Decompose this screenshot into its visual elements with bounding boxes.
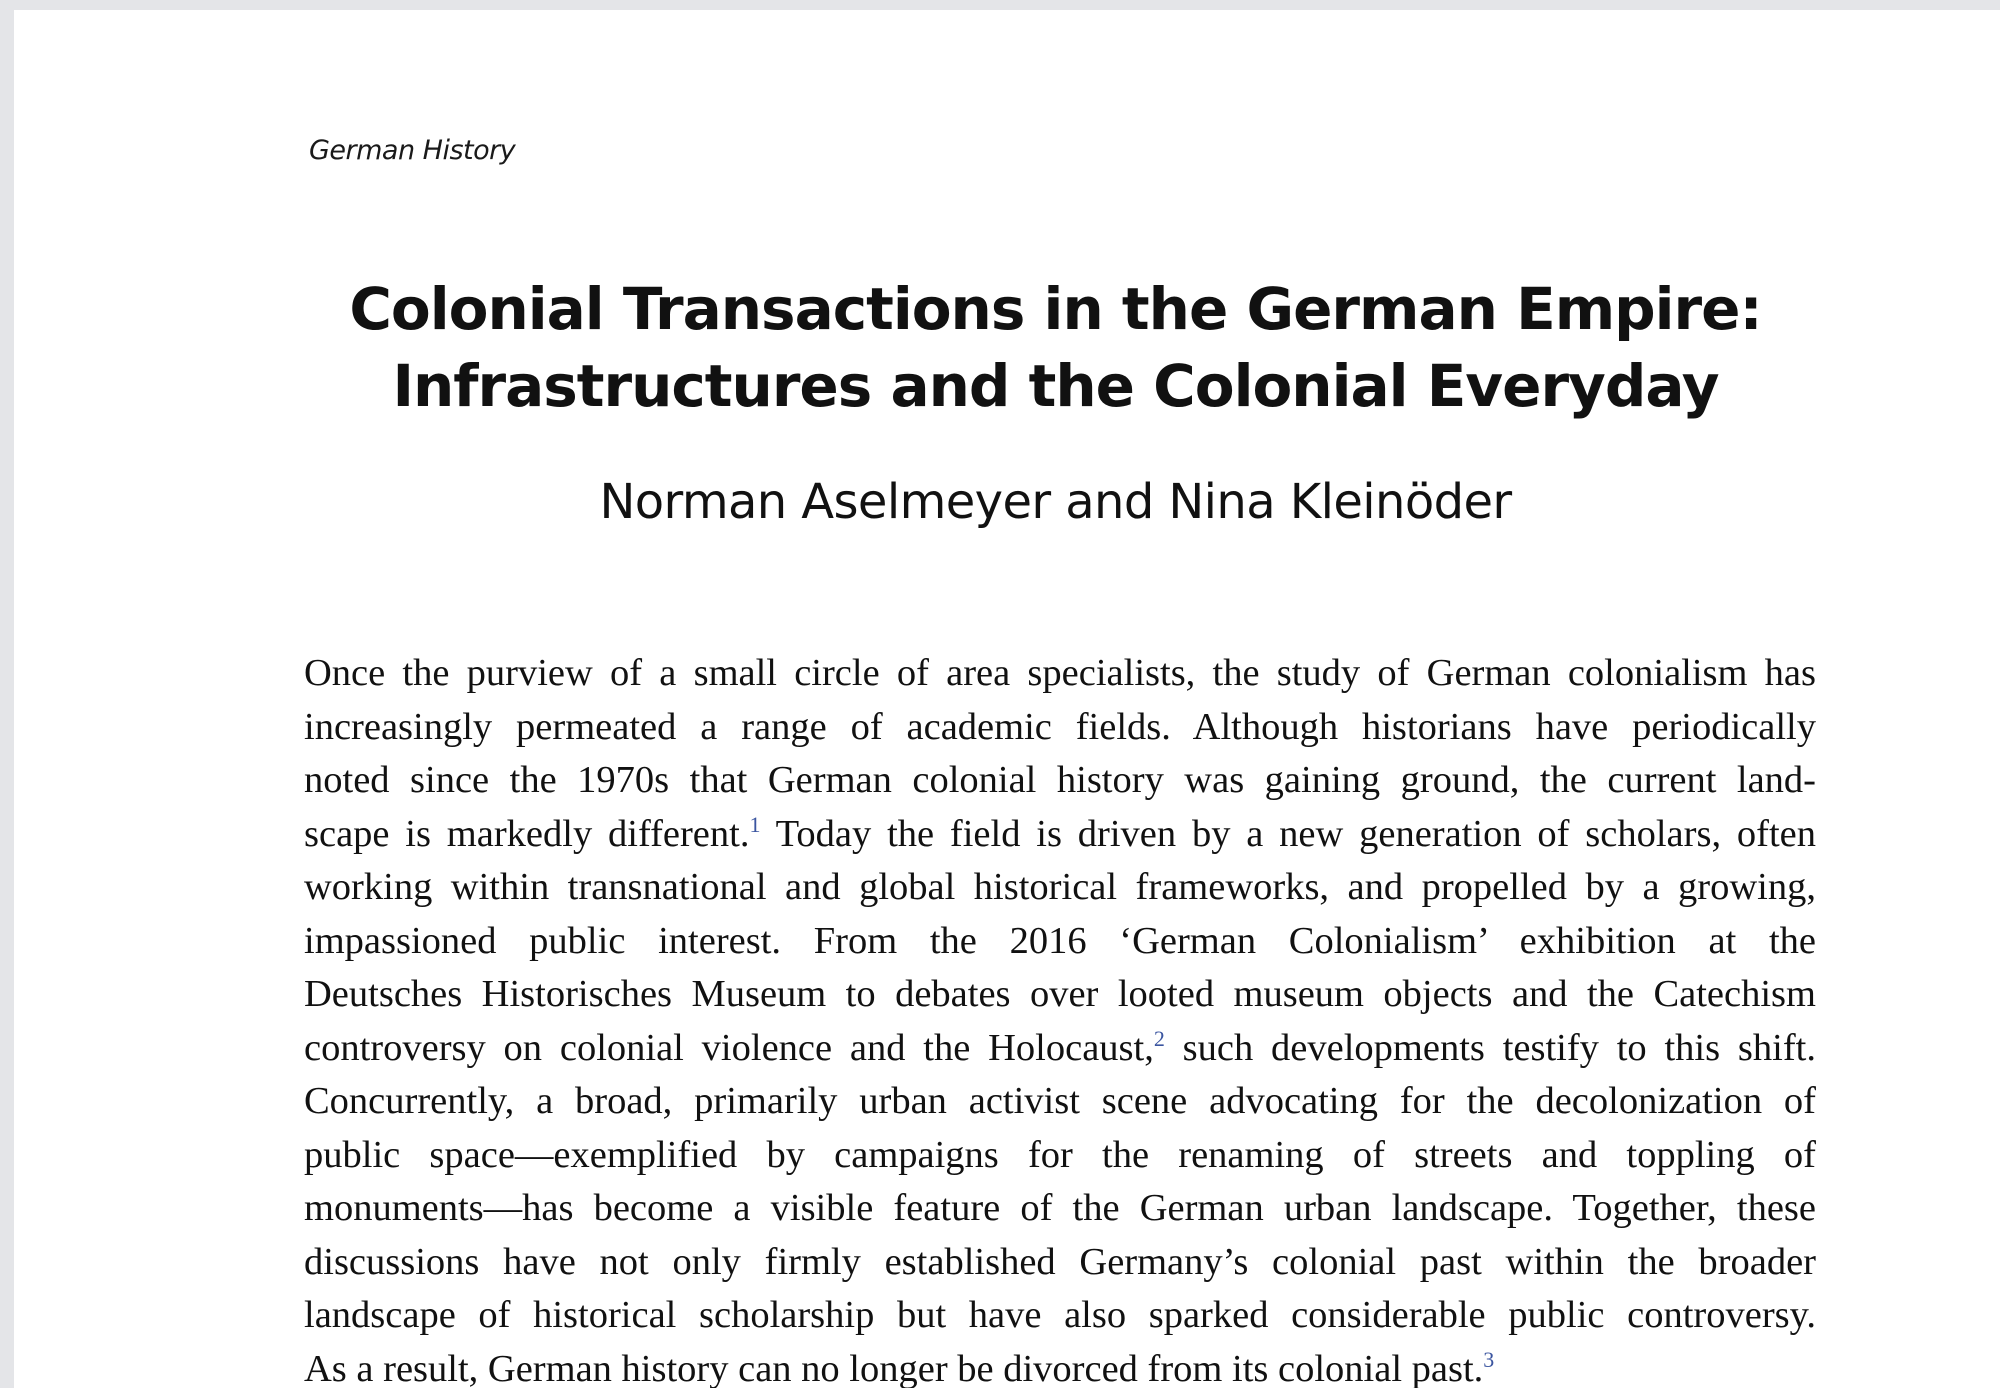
body-text-span: scape is markedly different. xyxy=(304,812,750,855)
document-page xyxy=(14,10,2000,1388)
body-line: public space—exemplified by campaigns for the renaming of streets and toppling of xyxy=(304,1133,1816,1176)
body-line: monuments—has become a visible feature of the German urban landscape. Together, these xyxy=(304,1187,1816,1229)
body-text-span: controversy on colonial violence and the Holocaust, xyxy=(304,1026,1154,1069)
body-line: Deutsches Historisches Museum to debates over looted museum objects and the Catechism xyxy=(304,973,1816,1015)
body-line: Once the purview of a small circle of area specialists, the study of German colonialism has xyxy=(304,652,1816,694)
body-text-span: Today the field is driven by a new generation of scholars, often xyxy=(760,812,1816,855)
footnote-ref-3[interactable]: 3 xyxy=(1483,1346,1495,1372)
article-title-line-2: Infrastructures and the Colonial Everyday xyxy=(392,352,1719,420)
body-text-span: As a result, German history can no longer be divorced from its colonial past. xyxy=(304,1347,1484,1388)
body-line: Concurrently, a broad, primarily urban activist scene advocating for the decolonization of xyxy=(304,1080,1816,1122)
body-line xyxy=(304,1343,1816,1388)
footnote-ref-1[interactable]: 1 xyxy=(749,811,761,837)
body-paragraph xyxy=(304,647,1816,1388)
body-line: landscape of historical scholarship but have also sparked considerable public controversy. xyxy=(304,1294,1816,1336)
body-line xyxy=(304,1022,1816,1076)
article-title-line-1: Colonial Transactions in the German Empire: xyxy=(349,275,1762,343)
journal-name: German History xyxy=(309,135,516,166)
body-line: impassioned public interest. From the 2016 ‘German Colonialism’ exhibition at the xyxy=(304,919,1816,962)
footnote-ref-2[interactable]: 2 xyxy=(1153,1025,1165,1051)
body-line xyxy=(304,808,1816,862)
body-line: increasingly permeated a range of academic fields. Although historians have periodically xyxy=(304,705,1816,748)
body-line: discussions have not only firmly established Germany’s colonial past within the broader xyxy=(304,1240,1816,1283)
body-line: working within transnational and global historical frameworks, and propelled by a growing, xyxy=(304,866,1816,908)
body-line: noted since the 1970s that German colonial history was gaining ground, the current land- xyxy=(304,759,1816,801)
article-authors: Norman Aselmeyer and Nina Kleinöder xyxy=(599,474,1512,530)
body-text-span: such developments testify to this shift. xyxy=(1164,1026,1816,1069)
